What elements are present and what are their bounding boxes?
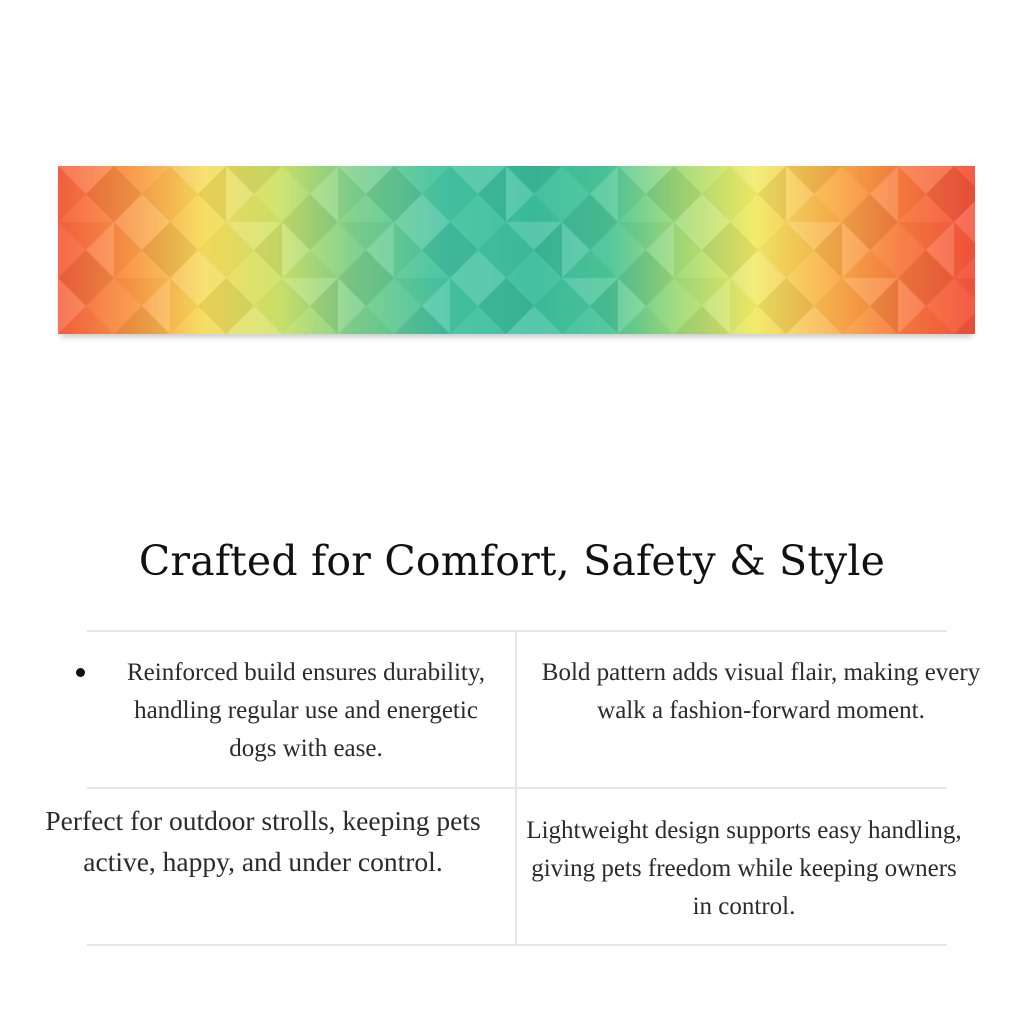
strap-pattern — [58, 166, 975, 334]
feature-style: Bold pattern adds visual flair, making every walk a fashion-forward moment. — [541, 659, 981, 724]
product-strap-image — [58, 166, 975, 334]
grid-divider-top — [87, 630, 947, 632]
feature-lightweight: Lightweight design supports easy handling, giving pets freedom while keeping owners in control. — [526, 817, 962, 920]
grid-divider-vertical — [515, 630, 517, 946]
feature-durability: Reinforced build ensures durability, handling regular use and energetic dogs with ease. — [126, 659, 485, 762]
grid-divider-bottom — [87, 944, 947, 946]
grid-divider-middle — [87, 787, 947, 789]
section-title: Crafted for Comfort, Safety & Style — [138, 537, 886, 585]
bullet-icon — [76, 668, 85, 677]
feature-outdoor: Perfect for outdoor strolls, keeping pets active, happy, and under control. — [45, 805, 481, 877]
